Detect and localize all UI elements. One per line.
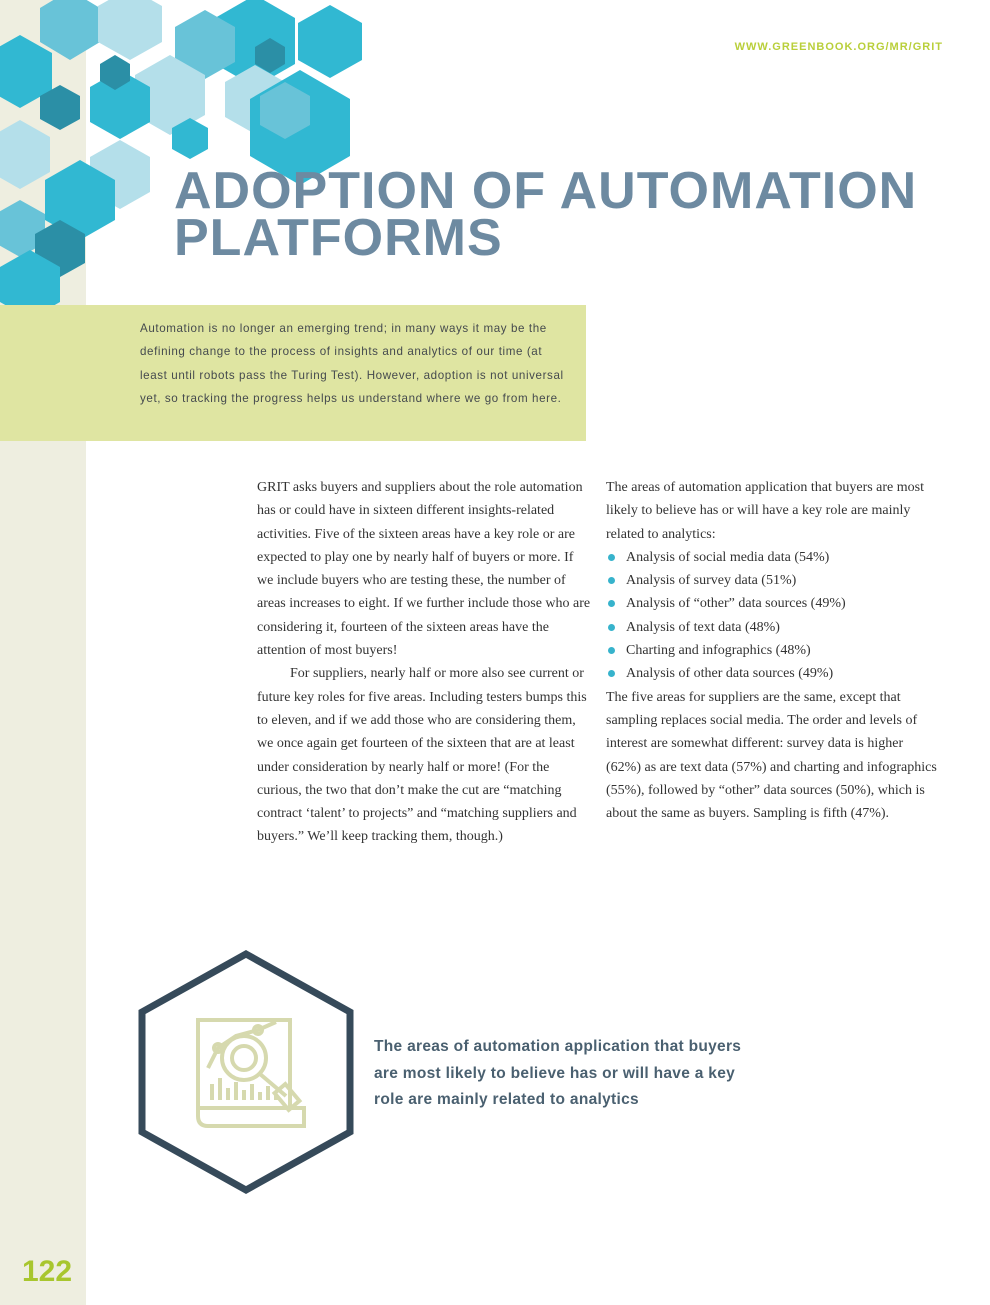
page-number: 122 bbox=[22, 1255, 73, 1288]
list-item: Analysis of “other” data sources (49%) bbox=[606, 592, 941, 615]
left-paragraph-1: GRIT asks buyers and suppliers about the role automation has or could have in sixteen different insights-related activities. Five of the sixteen areas have a key role or are expected to play one by nearly half of buyers or more. If we include buyers who are testing these, the number of areas increases to eight. If we further include those who are considering it, fourteen of the sixteen areas have the attention of most buyers! bbox=[257, 480, 591, 659]
list-item: Analysis of social media data (54%) bbox=[606, 546, 941, 569]
title-line-2: PLATFORMS bbox=[174, 209, 503, 267]
left-paragraph-2: For suppliers, nearly half or more also see current or future key roles for five areas. Including testers bumps this to eleven, and if we add those who are considering them, we once again get fourteen of the sixteen that are at least under consideration by nearly half or more! (For the curious, the two that don’t make the cut are “matching contract ‘talent’ to projects” and “matching suppliers and buyers.” We’ll keep tracking them, though.) bbox=[257, 666, 587, 845]
bullet-dot-icon bbox=[608, 577, 615, 584]
title-line-1: ADOPTION OF AUTOMATION bbox=[174, 162, 918, 220]
list-item: Analysis of text data (48%) bbox=[606, 616, 941, 639]
list-item: Analysis of other data sources (49%) bbox=[606, 662, 941, 685]
bullet-dot-icon bbox=[608, 647, 615, 654]
bullet-dot-icon bbox=[608, 624, 615, 631]
analytics-bullet-list bbox=[606, 546, 941, 686]
list-item: Analysis of survey data (51%) bbox=[606, 569, 941, 592]
pull-quote: The areas of automation application that buyers are most likely to believe has or will have a key role are mainly related to analytics bbox=[374, 1038, 742, 1108]
intro-text: Automation is no longer an emerging trend; in many ways it may be the defining change to the process of insights and analytics of our time (at least until robots pass the Turing Test). However, adoption is not universal yet, so tracking the progress helps us understand where we go from here. bbox=[140, 322, 564, 405]
page-title bbox=[174, 162, 964, 267]
left-column bbox=[257, 476, 592, 849]
magnifier-chart-report-icon bbox=[198, 1020, 304, 1126]
bullet-dot-icon bbox=[608, 670, 615, 677]
bullet-dot-icon bbox=[608, 554, 615, 561]
intro-box bbox=[0, 305, 586, 441]
right-paragraph-2: The five areas for suppliers are the same, except that sampling replaces social media. The order and levels of interest are somewhat different: survey data is higher (62%) as are text data (57%) and charting and infographics (55%), followed by “other” data sources (50%), which is about the same as buyers. Sampling is fifth (47%). bbox=[606, 689, 937, 822]
hexagon-badge bbox=[136, 950, 356, 1196]
right-intro-paragraph: The areas of automation application that buyers are most likely to believe has or will have a key role are mainly related to analytics: bbox=[606, 480, 925, 542]
right-column bbox=[606, 476, 941, 825]
list-item: Charting and infographics (48%) bbox=[606, 639, 941, 662]
website-url: WWW.GREENBOOK.ORG/MR/GRIT bbox=[734, 41, 943, 53]
bullet-dot-icon bbox=[608, 600, 615, 607]
